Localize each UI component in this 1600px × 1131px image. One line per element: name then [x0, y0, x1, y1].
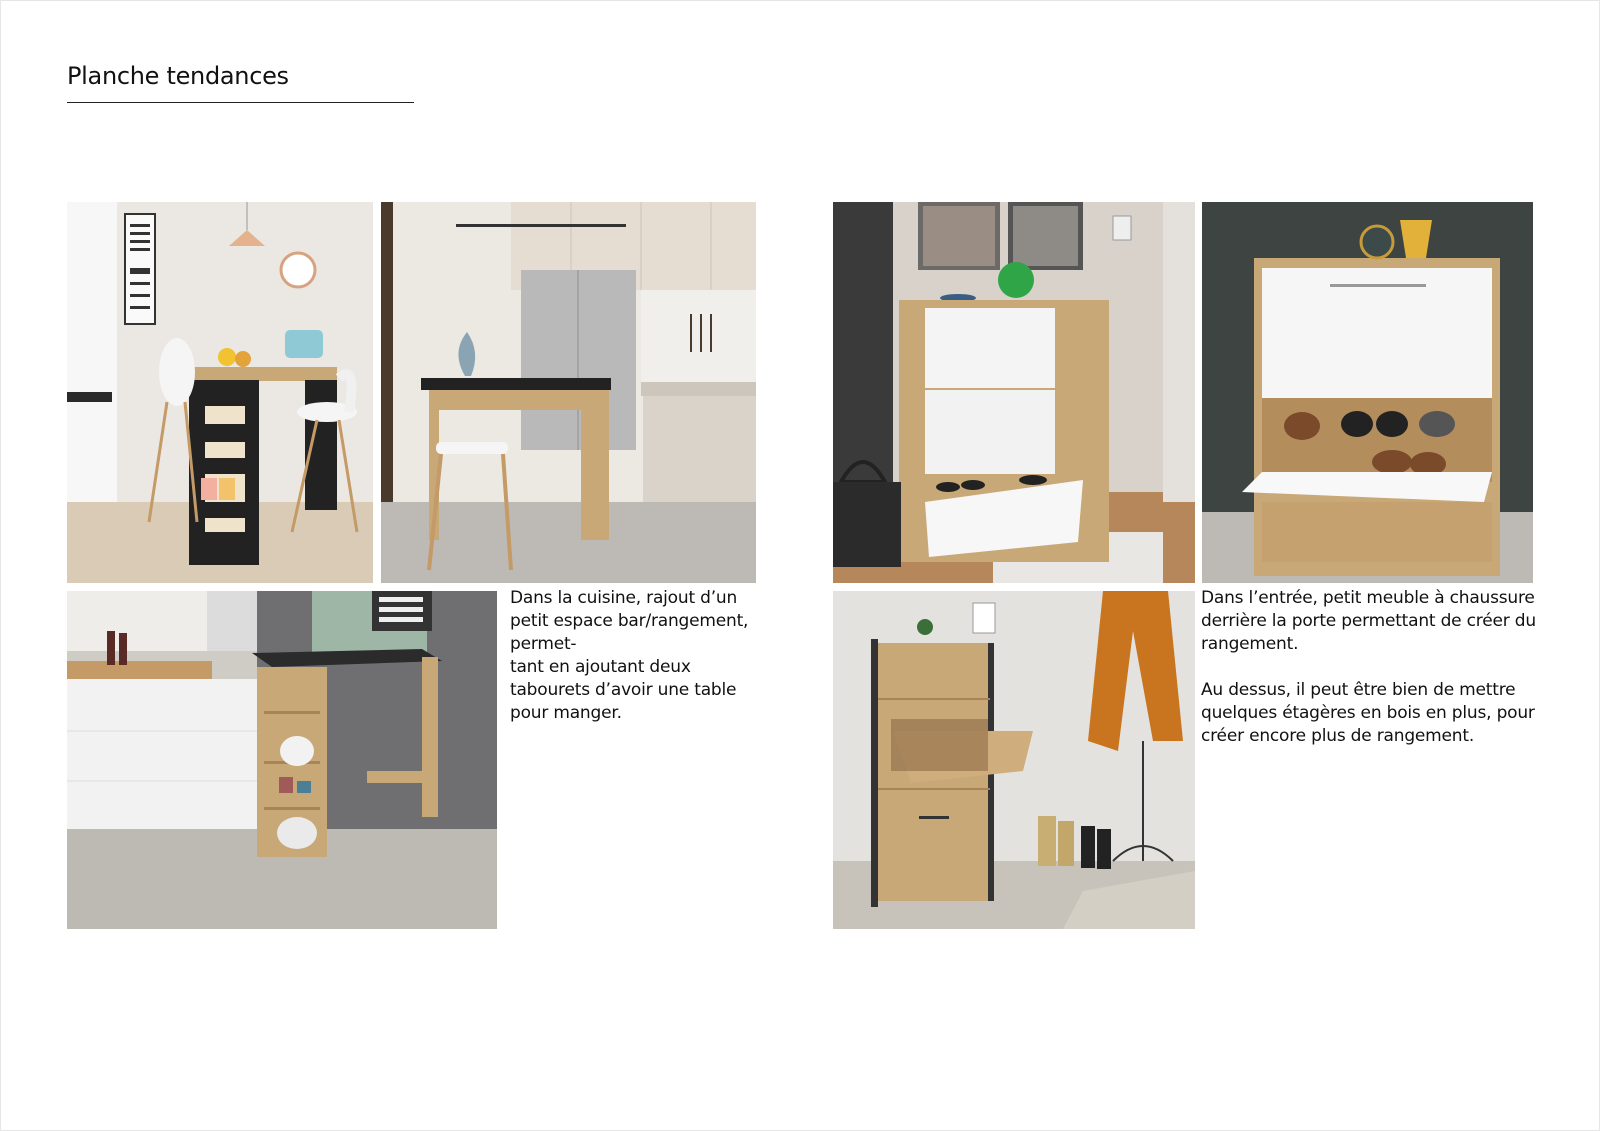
shoe-cabinet-open-photo	[1202, 202, 1533, 583]
kitchen-caption: Dans la cuisine, rajout d’un petit espace bar/rangement, permet- tant en ajoutant deux tabourets d’avoir une table pour manger.	[510, 588, 749, 723]
title-underline	[67, 102, 414, 103]
kitchen-bar-shelves-photo	[67, 591, 497, 929]
kitchen-bar-black-photo	[67, 202, 373, 583]
page-title: Planche tendances	[67, 62, 289, 90]
shoe-cabinet-hallway-photo	[833, 202, 1195, 583]
tall-shoe-cabinet-photo	[833, 591, 1195, 929]
entry-caption: Dans l’entrée, petit meuble à chaussure derrière la porte permettant de créer du rangement. Au dessus, il peut être bien de mettre quelques étagères en bois en plus, pour créer encore plus de rangement.	[1201, 588, 1536, 746]
kitchen-bar-oak-photo	[381, 202, 756, 583]
